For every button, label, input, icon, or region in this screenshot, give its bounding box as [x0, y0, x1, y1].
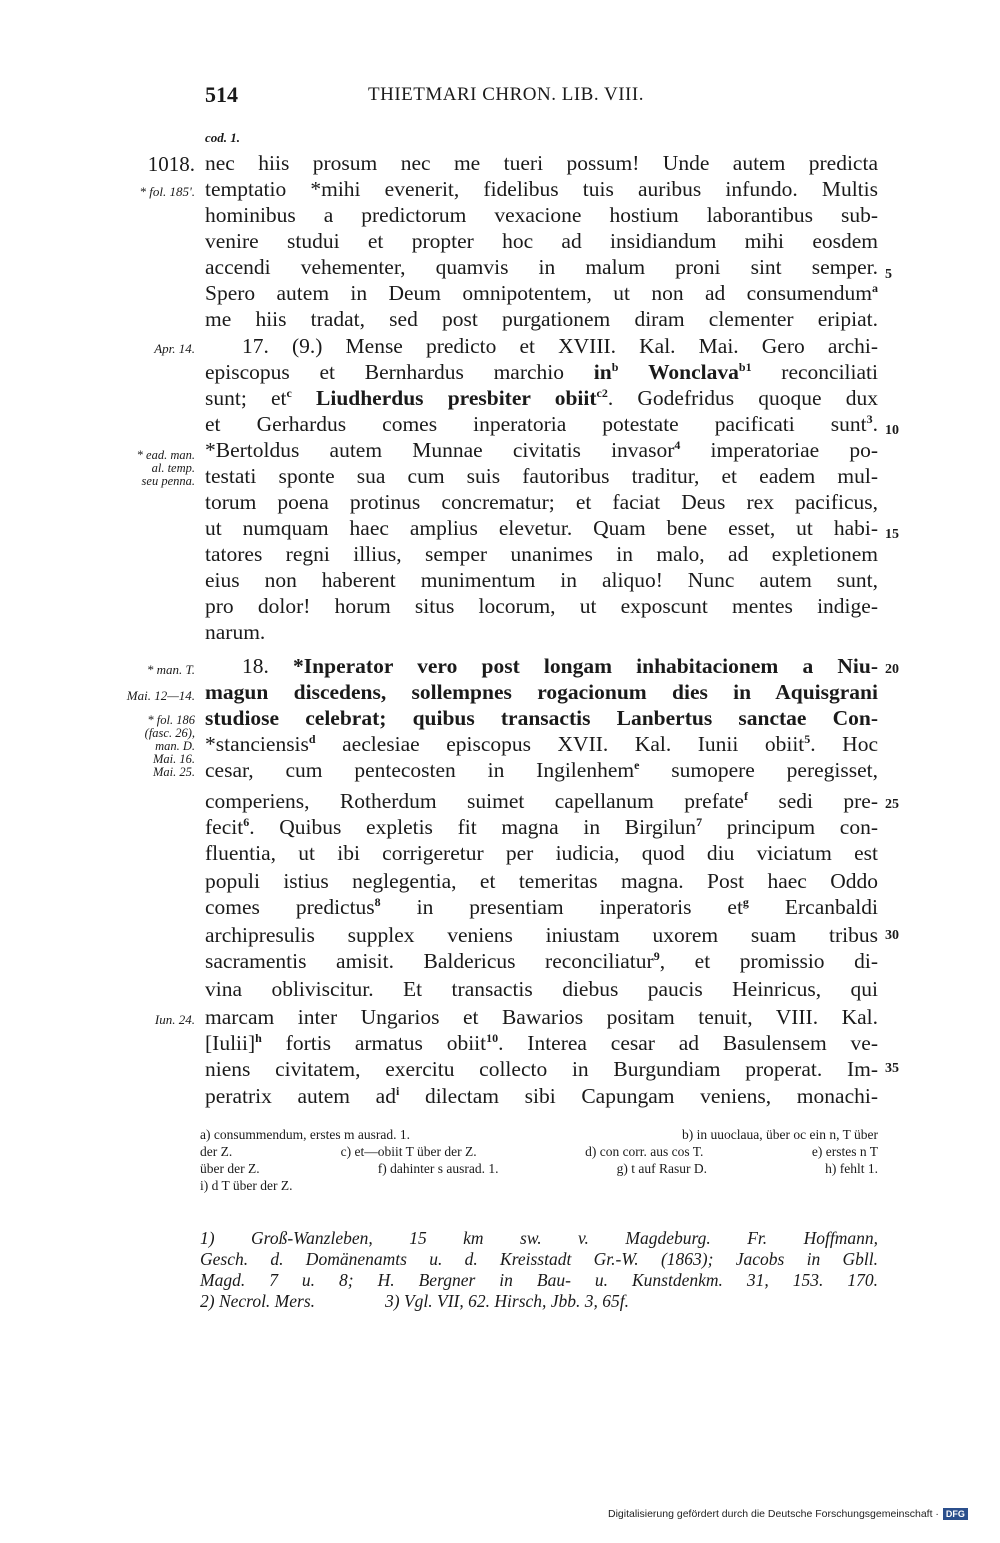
text-line: et Gerhardus comes inperatoria potestate pacificati sunt$^3$. [205, 412, 878, 436]
text-line: *stanciensis$^d$ aeclesiae episcopus XVII. Kal. Iunii obiit$^5$. Hoc [205, 732, 878, 756]
text-line: testati sponte sua cum suis fautoribus traditur, et eadem mul- [205, 464, 878, 488]
text-line: cesar, cum pentecosten in Ingilenhem$^e$ sumopere peregisset, [205, 758, 878, 782]
footnote-1-cont: Gesch. d. Domänenamts u. d. Kreisstadt Gr.-W. (1863); Jacobs in Gbll. [200, 1249, 878, 1269]
codex-note: cod. 1. [205, 130, 241, 145]
text-line: narum. [205, 620, 266, 644]
text-line: magun discedens, sollempnes rogacionum dies in Aquisgrani [205, 680, 878, 704]
margin-date-apr14: Apr. 14. [154, 341, 195, 356]
margin-date-mai12-14: Mai. 12—14. [126, 688, 195, 703]
footnote-1-cont: Magd. 7 u. 8; H. Bergner in Bau- u. Kunstdenkm. 31, 153. 170. [200, 1270, 878, 1290]
footnote-2: 2) Necrol. Mers. [200, 1291, 316, 1311]
text-line: 18. *Inperator vero post longam inhabitacionem a Niu- [242, 654, 878, 678]
text-line: populi istius neglegentia, et temeritas magna. Post haec Oddo [205, 869, 878, 893]
text-line: peratrix autem $ad^i$ dilectam sibi Capungam veniens, monachi- [205, 1084, 878, 1108]
text-line: torum poena protinus concrematur; et faciat Deus rex pacificus, [205, 490, 878, 514]
text-line: pro dolor! horum situs locorum, ut exposcunt mentes indige- [205, 594, 878, 618]
text-line: hominibus a predictorum vexacione hostium laborantibus sub- [205, 203, 878, 227]
dfg-logo: DFG [943, 1508, 968, 1520]
text-line: venire studui et propter hoc ad insidiandum mihi eosdem [205, 229, 878, 253]
margin-date-iun24: Iun. 24. [154, 1012, 195, 1027]
text-line: ut numquam haec amplius elevetur. Quam bene esset, ut habi- [205, 516, 878, 540]
running-title: THIETMARI CHRON. LIB. VIII. [368, 84, 644, 105]
text-line: sunt; $et^c$ Liudherdus presbiter obiit$^{c2}$. Godefridus quoque dux [205, 386, 878, 410]
margin-year: 1018. [147, 152, 195, 176]
text-line: marcam inter Ungarios et Bawarios positam tenuit, VIII. Kal. [205, 1005, 878, 1029]
text-line: 17. (9.) Mense predicto et XVIII. Kal. Mai. Gero archi- [242, 334, 878, 358]
text-line: fecit$^6$. Quibus expletis fit magna in Birgilun$^7$ principum con- [205, 815, 879, 839]
text-line: me hiis tradat, sed post purgationem diram clementer eripiat. [205, 307, 878, 331]
text-line: vina obliviscitur. Et transactis diebus paucis Heinricus, qui [205, 977, 878, 1001]
text-line: comes predictus$^8$ in presentiam inperatoris $et^g$ Ercanbaldi [205, 895, 878, 919]
critical-apparatus: a) consummendum, erstes m ausrad. 1. b) in uuoclaua, über oc ein n, T über der Z. c) et—obiit T über der Z. d) con corr. aus cos T. e) erstes n T über der Z. f) dahinter s ausrad. 1. g) t auf Rasur D. h) fehlt 1. i) d T über der Z. [200, 1127, 878, 1193]
line-number: 30 [885, 928, 899, 943]
digitization-notice: Digitalisierung gefördert durch die Deutsche Forschungsgemeinschaft · DFG [608, 1508, 968, 1520]
text-line: niens civitatem, exercitu collecto in Burgundiam properat. Im- [205, 1057, 878, 1081]
margin-folio-186: * fol. 186 (fasc. 26), man. D. Mai. 16. Mai. 25. [144, 713, 195, 779]
text-line: eius non haberent munimentum in aliquo! Nunc autem sunt, [205, 568, 878, 592]
text-line: episcopus et Bernhardus marchio $in^b$ Wonclava$^{b1}$ reconciliati [205, 360, 878, 384]
page-number: 514 [205, 82, 238, 107]
text-line: *Bertoldus autem Munnae civitatis invasor$^4$ imperatoriae po- [205, 438, 879, 462]
margin-folio-185: * fol. 185'. [139, 184, 195, 199]
text-line: archipresulis supplex veniens iniustam uxorem suam tribus [205, 923, 878, 947]
text-line: accendi vehementer, quamvis in malum proni sint semper. [205, 255, 878, 279]
line-number: 35 [885, 1061, 899, 1076]
text-line: sacramentis amisit. Baldericus reconciliatur$^9$, et promissio di- [205, 949, 878, 973]
text-line: comperiens, Rotherdum suimet capellanum prefate$^f$ sedi pre- [205, 789, 878, 813]
text-line: fluentia, ut ibi corrigeretur per iudicia, quod diu viciatum est [205, 841, 878, 865]
margin-man-t: * man. T. [146, 662, 195, 677]
line-number: 5 [885, 267, 892, 282]
line-number: 10 [885, 423, 899, 438]
margin-ead-man: * ead. man. al. temp. seu penna. [136, 448, 195, 488]
footnotes [200, 1228, 878, 1312]
text-line: [Iulii]$^h$ fortis armatus obiit$^{10}$. Interea cesar ad Basulensem ve- [205, 1031, 878, 1055]
text-line: temptatio *mihi evenerit, fidelibus tuis auribus infundo. Multis [205, 177, 878, 201]
line-number: 20 [885, 662, 899, 677]
text-line: studiose celebrat; quibus transactis Lanbertus sanctae Con- [205, 706, 878, 730]
text-line: Spero autem in Deum omnipotentem, ut non ad consumendum$^a$ [205, 281, 878, 305]
text-line: nec hiis prosum nec me tueri possum! Unde autem predicta [205, 151, 878, 175]
footnote-3: 3) Vgl. VII, 62. Hirsch, Jbb. 3, 65f. [385, 1291, 630, 1311]
line-number: 15 [885, 527, 899, 542]
line-number: 25 [885, 797, 899, 812]
text-line: tatores regni illius, semper unanimes in malo, ad expletionem [205, 542, 878, 566]
footnote-1: 1) Groß-Wanzleben, 15 km sw. v. Magdeburg. Fr. Hoffmann, [200, 1228, 878, 1248]
